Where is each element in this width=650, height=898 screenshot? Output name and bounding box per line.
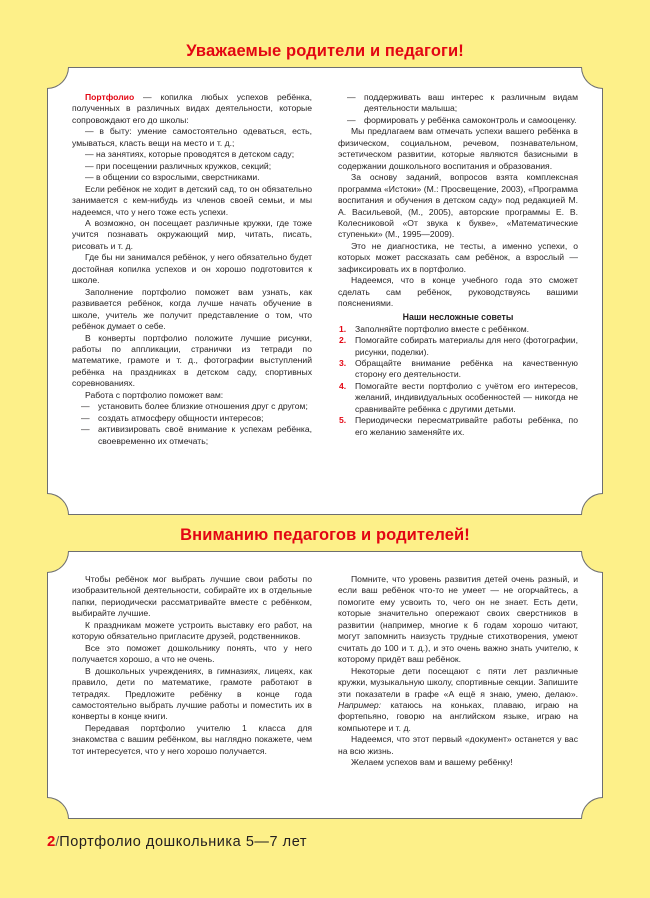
portfolio-term: Портфолио bbox=[85, 92, 135, 102]
context-item-clubs: — при посещении различных кружков, секций; bbox=[85, 160, 272, 171]
context-item-communication: — в общении со взрослыми, сверстниками. bbox=[85, 172, 260, 183]
paragraph-self-understanding: Все это поможет дошкольнику понять, что у него получается хорошо, а что не очень. bbox=[72, 642, 312, 665]
paragraph-good-wishes: Желаем успехов вам и вашему ребёнку! bbox=[351, 757, 513, 768]
list-item bbox=[72, 401, 312, 412]
paragraph-best-works: Чтобы ребёнок мог выбрать лучшие свои работы по изобразительной деятельности, собирайте их в отдельные папки, периодически рассматривайте вместе с ребёнком, выбирайте лучшие. bbox=[72, 574, 312, 619]
benefit-support-interest: поддерживать ваш интерес к различным видам деятельности малыша; bbox=[364, 92, 578, 114]
paragraph-filling-portfolio: Заполнение портфолио поможет вам узнать, как развивается ребёнок, когда лучше начать обучение в школе, учитель же получит представление о том, что ребёнок думает о себе. bbox=[72, 286, 312, 332]
dash-bullet-icon: — bbox=[347, 92, 356, 102]
panel-secondary-right-column bbox=[325, 574, 578, 810]
benefit-closer-relations: установить более близкие отношения друг с другом; bbox=[98, 401, 308, 412]
panel-secondary-left-column bbox=[72, 574, 325, 810]
advice-section-title: Наши несложные советы bbox=[402, 311, 514, 322]
context-item-daily-life: — в быту: умение самостоятельно одеваться, есть, умываться, класть вещи на место и т. д.; bbox=[72, 126, 312, 148]
panel-primary-content bbox=[48, 68, 602, 514]
paragraph-no-kindergarten: Если ребёнок не ходит в детский сад, то он обязательно занимается с кем-нибудь из членов своей семьи, и мы надеемся, что у него тоже есть успехи. bbox=[72, 183, 312, 217]
dash-bullet-icon: — bbox=[81, 424, 90, 435]
list-item: Заполняйте портфолио вместе с ребёнком. bbox=[355, 323, 530, 334]
paragraph-envelopes: В конверты портфолио положите лучшие рисунки, работы по аппликации, странички из тетради по математике, грамоте и т. д., фотографии выступлений ребёнка на праздниках в детском саду, спортивных соревнованиях. bbox=[72, 332, 312, 389]
info-panel-primary bbox=[47, 67, 603, 515]
extra-activities-examples: катаюсь на коньках, плаваю, играю на фортепьяно, говорю на английском языке, играю на компьютере и т. д. bbox=[338, 699, 578, 733]
list-item bbox=[72, 424, 312, 447]
paragraph-exhibition: К праздникам можете устроить выставку его работ, на которую обязательно пригласите друзей, родственников. bbox=[72, 619, 312, 642]
paragraph-work-helps-you: Работа с портфолио поможет вам: bbox=[85, 389, 224, 400]
list-item bbox=[338, 92, 578, 115]
paragraph-programs-basis: За основу заданий, вопросов взята комплексная программа «Истоки» (М.: Просвещение, 2003), «Программа воспитания и обучения в детском саду» под редакцией М. А. Васильевой, (М., 2005), авторские программы Е. В. Колесниковой «От звука к букве», «Математические ступеньки» (М., 1995—2009). bbox=[338, 172, 578, 240]
dash-bullet-icon: — bbox=[81, 401, 90, 412]
section-heading-parents: Уважаемые родители и педагоги! bbox=[186, 42, 464, 60]
paragraph-first-document: Надеемся, что этот первый «документ» останется у вас на всю жизнь. bbox=[338, 734, 578, 756]
footer-separator: / bbox=[55, 833, 60, 849]
portfolio-definition bbox=[72, 92, 312, 126]
paragraph-end-of-year: Надеемся, что в конце учебного года это сможет сделать сам ребёнок, руководствуясь вашими пояснениями. bbox=[338, 275, 578, 309]
paragraph-extra-activities bbox=[338, 666, 578, 735]
list-item: Периодически пересматривайте работы ребёнка, по его желанию заменяйте их. bbox=[355, 415, 578, 437]
context-item-lessons: — на занятиях, которые проводятся в детском саду; bbox=[85, 149, 295, 160]
info-panel-secondary bbox=[47, 551, 603, 819]
list-item bbox=[72, 413, 312, 424]
panel-secondary-content bbox=[48, 552, 602, 818]
paragraph-not-diagnostics: Это не диагностика, не тесты, а именно успехи, о которых может рассказать сам ребёнок, а взрослый — зафиксировать их в портфолио. bbox=[338, 240, 578, 274]
paragraph-clubs: А возможно, он посещает различные кружки, где тоже учится познавать окружающий мир, читать, писать, рисовать и т. д. bbox=[72, 217, 312, 251]
paragraph-worthy-collection: Где бы ни занимался ребёнок, у него обязательно будет достойная копилка успехов и он хорошо подготовится к школе. bbox=[72, 252, 312, 286]
extra-activities-intro: Некоторые дети посещают с пяти лет различные кружки, музыкальную школу, спортивные секции. Запишите эти показатели в графе «А ещё я знаю, умею, делаю». bbox=[338, 665, 578, 699]
portfolio-definition-text: — копилка любых успехов ребёнка, полученных в различных видах деятельности, которые сопровождают его до школы: bbox=[72, 92, 312, 125]
example-label: Например: bbox=[338, 699, 382, 710]
panel-primary-left-column bbox=[72, 92, 325, 506]
list-item: Помогайте собирать материалы для него (фотографии, рисунки, поделки). bbox=[355, 335, 578, 357]
panel-primary-right-column bbox=[325, 92, 578, 506]
portfolio-benefits-list-continued bbox=[338, 92, 578, 126]
advice-list bbox=[338, 324, 578, 439]
benefit-attention-to-success: активизировать своё внимание к успехам ребёнка, своевременно их отмечать; bbox=[98, 424, 312, 446]
paragraph-development-levels: Помните, что уровень развития детей очень разный, и если ваш ребёнок что-то не умеет — не огорчайтесь, а помогите ему усвоить то, чего он не знает. Есть дети, которые значительно опережают своих сверстников в развитии (например, многие к 6 годам хорошо читают, могут запомнить наизусть трудные стихотворения, умеют считать до 100 и т. д.), и это очень важно знать учителю, к которому придёт ваш ребёнок. bbox=[338, 574, 578, 665]
page-footer bbox=[47, 834, 307, 850]
footer-title: Портфолио дошкольника 5—7 лет bbox=[59, 834, 308, 850]
paragraph-preschool-institutions: В дошкольных учреждениях, в гимназиях, лицеях, как правило, дети по математике, грамоте работают в тетрадях. Предложите ребёнку в конце года самостоятельно выбрать лучшие работы и поместить их в конверты в конце книги. bbox=[72, 665, 312, 722]
list-item: Обращайте внимание ребёнка на качественную сторону его деятельности. bbox=[355, 357, 578, 380]
portfolio-benefits-list bbox=[72, 401, 312, 447]
list-item: Помогайте вести портфолио с учётом его интересов, желаний, индивидуальных особенностей — никогда не сравнивайте ребёнка с другими детьми. bbox=[355, 380, 578, 414]
paragraph-handing-to-teacher: Передавая портфолио учителю 1 класса для знакомства с вашим ребёнком, вы наглядно покажете, чем тот интересуется, что у него хорошо получается. bbox=[72, 722, 312, 756]
section-heading-teachers: Вниманию педагогов и родителей! bbox=[180, 526, 470, 544]
list-item bbox=[338, 115, 578, 126]
dash-bullet-icon: — bbox=[81, 412, 90, 423]
paragraph-we-offer: Мы предлагаем вам отмечать успехи вашего ребёнка в физическом, социальном, речевом, познавательном, эстетическом развитии, которые являются базисными в содержании дошкольного воспитания и образования. bbox=[338, 126, 578, 171]
dash-bullet-icon: — bbox=[347, 114, 356, 125]
benefit-self-control: формировать у ребёнка самоконтроль и самооценку. bbox=[364, 114, 577, 125]
page-number: 2 bbox=[47, 833, 56, 850]
benefit-common-interests: создать атмосферу общности интересов; bbox=[98, 412, 264, 423]
